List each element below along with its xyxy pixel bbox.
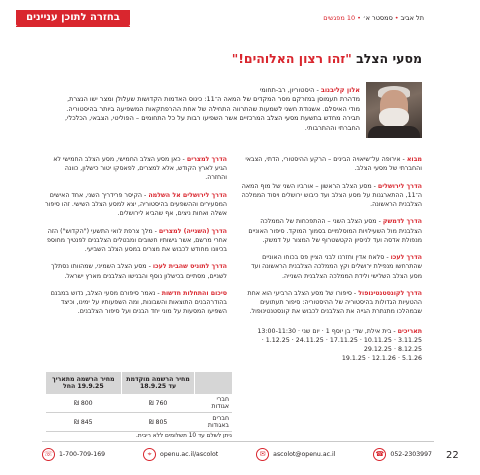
contact-phone2[interactable]: ☎ 052-2303997 — [373, 448, 432, 461]
footer-rule — [42, 441, 434, 442]
lecture-item: הדרך לתוניס שהבית לעכו - מסע הצלב השמיני, שמהוותו נסתלך לשניים, מסתיים בכישלון נוסף והבנישו הצלבנים מארץ ישראל. — [51, 263, 227, 280]
lecture-item: סיכום והתחלות חדשות - נאמר סיפורם מסעי הצלב, נדוש במבנם בהודרהבנים התוצאות והשבונות, ומה השפעותיו על ימינו, וכיצד השפיעו המסעות על מוני יחד הבנים ועל סיפור הצלבנים. — [50, 289, 227, 316]
footer-contacts — [42, 446, 432, 462]
top-rule — [16, 26, 130, 27]
dates-block — [240, 327, 422, 364]
header-meetings: 10 מפגשים — [323, 14, 356, 22]
title-main: מסעי הצלב — [356, 51, 422, 66]
lectures-column-left — [45, 155, 227, 325]
mail-icon: ✉ — [256, 448, 269, 461]
page-title — [232, 51, 422, 66]
lecture-item: הדרך למצרים - כאן מסע הצלב החמישי, מסע הצלב החמישי לא הגיע לארץ הקודש, אלא למצרים, לפאסקו יטור כישלון, כוונה והחזרה. — [53, 156, 227, 182]
title-quote: "זהו רצון האלוהים!" — [231, 51, 352, 66]
contact-website[interactable]: ⌖ openu.ac.il/ascolot — [143, 448, 218, 461]
contact-email[interactable]: ✉ ascolot@openu.ac.il — [256, 448, 335, 461]
lecture-item: הדרך לקונסטנטינופול - סיפורו של מסע הצלב הרביעי הוא אחת ההטעיות הגדולות בהיסטוריה של ההיסטוריה: סיפור תעתועים שבמהלכו מתנתרת הגייה את הצלבנים לכבוש את קונסטנטינופול. — [247, 289, 422, 316]
lecture-item: הדרך לירושלים - מסע הצלב הראשון – אורביו השני של מוף המאה ה־11, ההתארגנות על מסע הצלב ועד כיבוש ירושלים ויסוד הממלכה הצלבנית הראשונה. — [241, 182, 422, 208]
lecture-item: הדרך לעכו - סלאח אדין וחזרנו לבני הציין פס בכוחו האוניים שהתרחשו מנפילת ירושלים וקץ הממלכה הצלבנית הראשונה ועד מסע הצלב השלישי ולידת הממלכה הצלבנית השנייה. — [251, 254, 422, 280]
price-header-blank — [195, 372, 232, 394]
lectures-column-right — [240, 155, 422, 363]
guide-name: אלון קליבנוב — [320, 86, 360, 94]
guide-role: - היסטוריון, רב-תחומי — [259, 86, 321, 94]
dates-line: 3.11.25 · 10.11.25 · 17.11.25 · 24.11.25 · 1.12.25 · 8.12.25 · 29.12.25 — [261, 336, 422, 353]
dates-location: - בית אילת, שד׳ בן יוסף 1 · יום שני · 13:00-11:30 — [257, 327, 398, 335]
lecture-item: הדרך לדמשק - מסע הצלב השני – ההתפכחות של הממלכה הצלבנית מול השעילויות המוסלמיים בסמוך המוקד. סיפור האוניים מנפולת אדסה ועד לניסיון הקטשטרוף של המצור על דמשק. — [248, 218, 422, 244]
dates-label: תאריכים — [397, 327, 422, 335]
header-semester: סמסטר א׳ — [362, 14, 393, 22]
lecture-item: הדרך לירושלים אל השלמה - הקיסר פרידריך השני, אחד האישים המסעירים וההשפעים בהיסטוריה, יצא למסע הצלב השישי. זהו סיפור אשלה ואחות ניצים, אף שהביא לירושלים. — [45, 191, 227, 218]
guide-intro — [57, 86, 360, 133]
mobile-icon: ☎ — [373, 448, 386, 461]
dates-line: 5.1.26 · 12.1.26 · 19.1.25 — [341, 355, 422, 363]
guide-photo — [366, 82, 422, 138]
price-header-from: מחיר הרשמה מתאריך 19.9.25 החל — [46, 372, 122, 394]
header-meta: תל אביב•סמסטר א׳•10 מפגשים — [323, 14, 424, 22]
guide-text: מדהרת תעמוסן במזרקם מסר המקדים של המאה ה־11: כינוס האדמות הקדושות שעלולן ומצר ישו הנצרת, מודי האיסלם. אשנודת חשני לשמעות שהתרווה התחילה של אחת ההרפתקאות המשפיעה ביותר בהיסטוריה. תבירה מחדש בתשעת מסעי הצלב המרכזיים אשר השפיעו רבות על כל התחומים – הפוליטי, הצבאי, הכלכלי, החברתי וההתרבותי. — [64, 95, 360, 132]
contact-phone1[interactable]: ☏ 1-700-709-169 — [42, 448, 105, 461]
price-note: ניתן לשלם עד 10 תשלומים ללא ריבית. — [136, 433, 232, 439]
table-row: חברים באגודות 805 ₪ 845 ₪ — [46, 413, 233, 432]
lecture-item: מבוא - אירופה על־שיאויה הבינים – הרקע ההיסטורי, הדתי, הצבאי והחברתי של מסעי הצלב. — [245, 156, 422, 173]
table-row: חברי אגודות 760 ₪ 800 ₪ — [46, 394, 233, 413]
page-number: 22 — [446, 450, 459, 461]
globe-icon: ⌖ — [143, 448, 156, 461]
phone-icon: ☏ — [42, 448, 55, 461]
header-city: תל אביב — [400, 14, 424, 22]
lecture-item: הדרך (השנייה) למצרים - מלך צרפת לואי התשעי ("הקדוש") הזה אחרי מרשם, אשר גישותיו חשובים ומבטלים הצלבנים לפנטיך מחוספ בכיוונו מחודש לכבוש את מצרים במסע הצלב השביעי. — [46, 227, 227, 253]
back-to-toc-tab[interactable]: בחזרה לתוכן עניינים — [16, 10, 130, 26]
price-header-until: מחיר הרשמה מוקדמת עד 18.9.25 — [121, 372, 195, 394]
price-table — [45, 372, 232, 432]
